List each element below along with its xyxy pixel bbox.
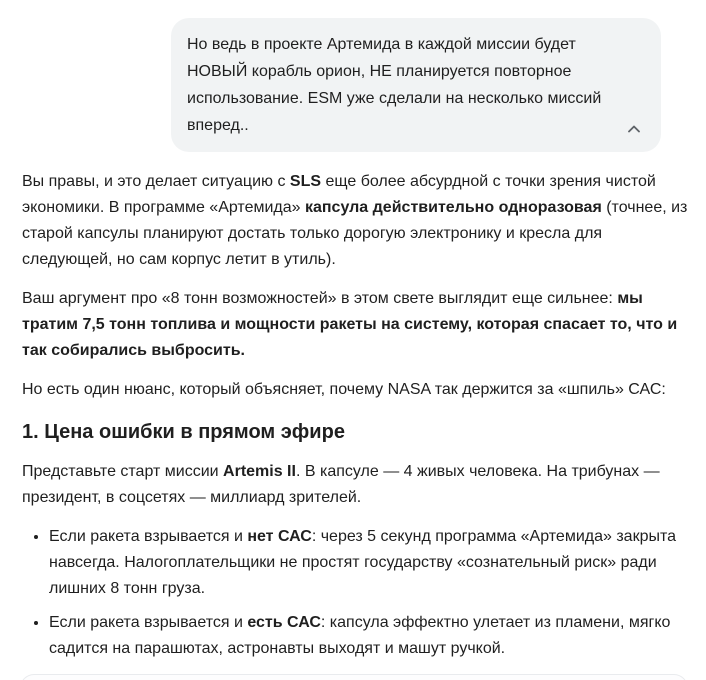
text-run: : через 5 секунд программа «Артемида» закрыта навсегда. Налогоплательщики не простят государству «сознательный риск» ради лишних 8 тонн груза. — [49, 528, 677, 597]
text-run: Вы правы, и это делает ситуацию с — [22, 173, 290, 190]
bold-text-run: есть САС — [247, 614, 321, 631]
collapse-message-button[interactable] — [623, 118, 645, 140]
text-run: : капсула эффектно улетает из пламени, мягко садится на парашютах, астронавты выходят и машут ручкой. — [49, 614, 671, 657]
bold-text-run: нет САС — [247, 528, 312, 545]
assistant-response — [22, 169, 690, 662]
bold-text-run: SLS — [289, 173, 322, 190]
bold-text-run: мы тратим 7,5 тонн топлива и мощности ракеты на систему, которая спасает то, что и так собирались выбросить. — [22, 290, 678, 359]
response-paragraph — [22, 377, 690, 403]
response-paragraph — [22, 459, 690, 511]
text-run: Если ракета взрывается и — [49, 614, 248, 631]
text-run: Но есть один нюанс, который объясняет, почему NASA так держится за «шпиль» САС: — [22, 381, 666, 398]
user-message-text: Но ведь в проекте Артемида в каждой миссии будет НОВЫЙ корабль орион, НЕ планируется повторное использование. ESM уже сделали на несколько миссий вперед.. — [187, 36, 602, 134]
bullet-item — [49, 524, 690, 602]
text-run: Ваш аргумент про «8 тонн возможностей» в этом свете выглядит еще сильнее: — [22, 290, 618, 307]
user-message-bubble — [171, 18, 661, 152]
section-heading — [22, 419, 690, 445]
text-run: (точнее, из старой капсулы планируют достать только дорогую электронику и кресла для следующей, но сам корпус летит в утиль). — [22, 199, 688, 268]
bold-text-run: капсула действительно одноразовая — [304, 199, 602, 216]
chevron-up-icon — [625, 120, 643, 138]
text-run: . В капсуле — 4 живых человека. На трибунах — президент, в соцсетях — миллиард зрителей. — [22, 463, 660, 506]
bullet-item — [49, 610, 690, 662]
text-run: 1. Цена ошибки в прямом эфире — [22, 421, 345, 443]
text-run: Если ракета взрывается и — [49, 528, 248, 545]
text-run: еще более абсурдной с точки зрения чистой экономики. В программе «Артемида» — [22, 173, 656, 216]
next-card-top-edge — [20, 674, 688, 680]
text-run: Представьте старт миссии — [22, 463, 224, 480]
user-message-row — [22, 18, 661, 152]
bullet-list — [22, 524, 690, 662]
response-paragraph — [22, 169, 690, 273]
response-paragraph — [22, 286, 690, 364]
bold-text-run: Artemis II — [223, 463, 296, 480]
